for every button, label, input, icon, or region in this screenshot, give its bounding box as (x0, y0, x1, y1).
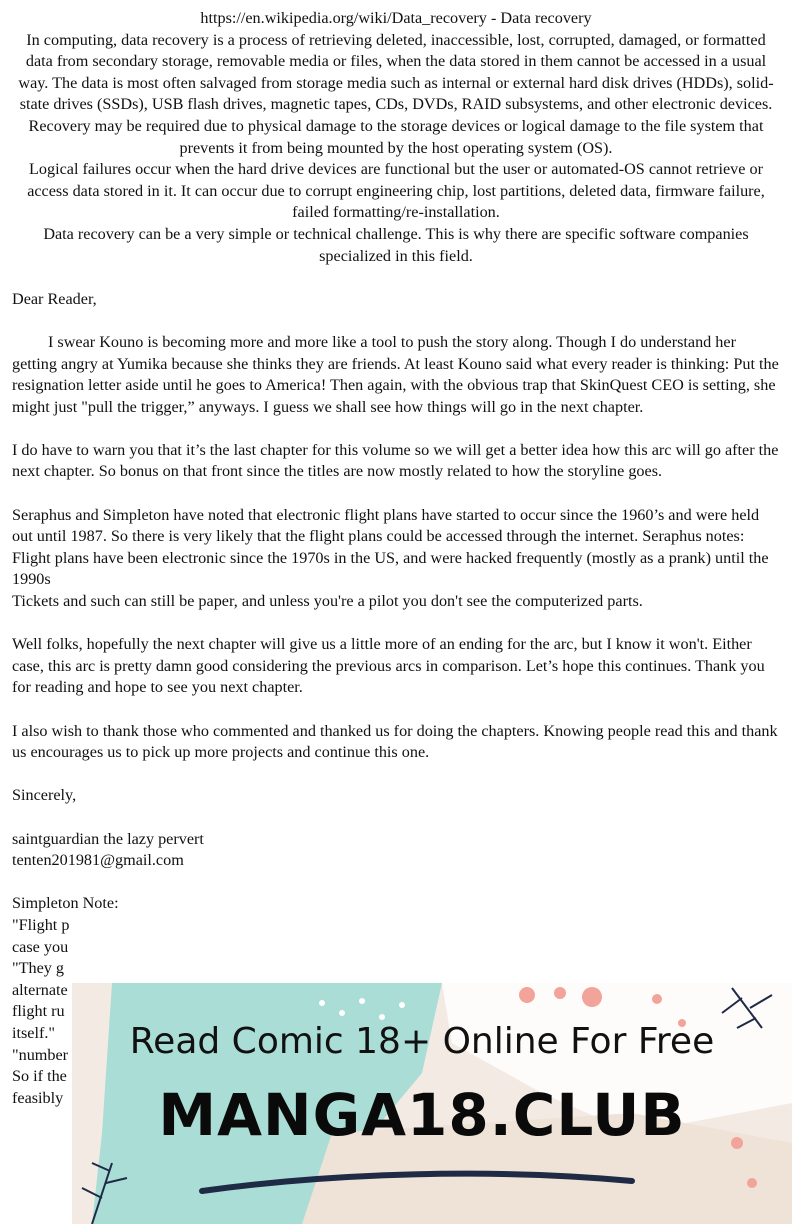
closing: Sincerely, (12, 786, 77, 805)
letter-paragraph-5: I also wish to thank those who commented and thanked us for doing the chapters. Knowing people read this and thank us encourages us to pick up more projects and continue this one. (12, 721, 778, 762)
salutation: Dear Reader, (12, 289, 97, 308)
note-fragment: "number (12, 1045, 69, 1064)
letter-paragraph-4: Well folks, hopefully the next chapter will give us a little more of an ending for the arc, but I know it won't. Either case, this arc is pretty damn good considering the previous arcs in comparison. Let’s hope this continues. Thank you for reading and hope to see you next chapter. (12, 635, 765, 697)
note-fragment: itself." (12, 1023, 56, 1042)
intro-paragraph-1: In computing, data recovery is a process of retrieving deleted, inaccessible, lost, corrupted, damaged, or formatted data from secondary storage, removable media or files, when the data stored in them cannot be accessed in a usual way. The data is most often salvaged from storage media such as internal or external hard disk drives (HDDs), solid-state drives (SSDs), USB flash drives, magnetic tapes, CDs, DVDs, RAID subsystems, and other electronic devices. Recovery may be required due to physical damage to the storage devices or logical damage to the file system that prevents it from being mounted by the host operating system (OS). (18, 30, 774, 157)
note-fragment: "They g (12, 959, 65, 978)
note-fragment: feasibly (12, 1088, 64, 1107)
note-fragment: So if the (12, 1067, 67, 1086)
source-url-line: https://en.wikipedia.org/wiki/Data_recovery - Data recovery (200, 9, 592, 27)
note-fragment: "Flight p (12, 915, 70, 934)
banner-site-name[interactable]: MANGA18.CLUB (158, 1081, 686, 1149)
letter-paragraph-1: I swear Kouno is becoming more and more like a tool to push the story along. Though I do understand her getting angry at Yumika because she thinks they are friends. At least Kouno said what every reader is thinking: Put the resignation letter aside until he goes to America! Then again, with the obvious trap that SkinQuest CEO is setting, she might just "pull the trigger,” anyways. I guess we shall see how things will go in the next chapter. (12, 332, 779, 416)
letter-paragraph-3: Seraphus and Simpleton have noted that electronic flight plans have started to occur since the 1960’s and were held out until 1987. So there is very likely that the flight plans could be accessed through the internet. Seraphus notes: Flight plans have been electronic since the 1970s in the US, and were hacked frequently (mostly as a prank) until the 1990s (12, 505, 769, 589)
signature-email: tenten201981@gmail.com (12, 851, 184, 870)
banner-tagline: Read Comic 18+ Online For Free (129, 1021, 715, 1062)
note-fragment: case you (12, 937, 69, 956)
document-body (12, 8, 780, 1109)
signature-name: saintguardian the lazy pervert (12, 829, 204, 848)
letter-paragraph-3b: Tickets and such can still be paper, and unless you're a pilot you don't see the computerized parts. (12, 592, 643, 611)
letter-paragraph-2: I do have to warn you that it’s the last chapter for this volume so we will get a better idea how this arc will go after the next chapter. So bonus on that front since the titles are now mostly related to how the storyline goes. (12, 440, 779, 481)
intro-paragraph-3: Data recovery can be a very simple or technical challenge. This is why there are specific software companies specialized in this field. (43, 224, 749, 265)
intro-paragraph-2: Logical failures occur when the hard drive devices are functional but the user or automated-OS cannot retrieve or access data stored in it. It can occur due to corrupt engineering chip, lost partitions, deleted data, firmware failure, failed formatting/re-installation. (27, 160, 765, 222)
note-title: Simpleton Note: (12, 894, 119, 913)
note-fragment: flight ru (12, 1002, 65, 1021)
note-fragment: alternate (12, 980, 68, 999)
promo-banner[interactable] (72, 983, 792, 1224)
